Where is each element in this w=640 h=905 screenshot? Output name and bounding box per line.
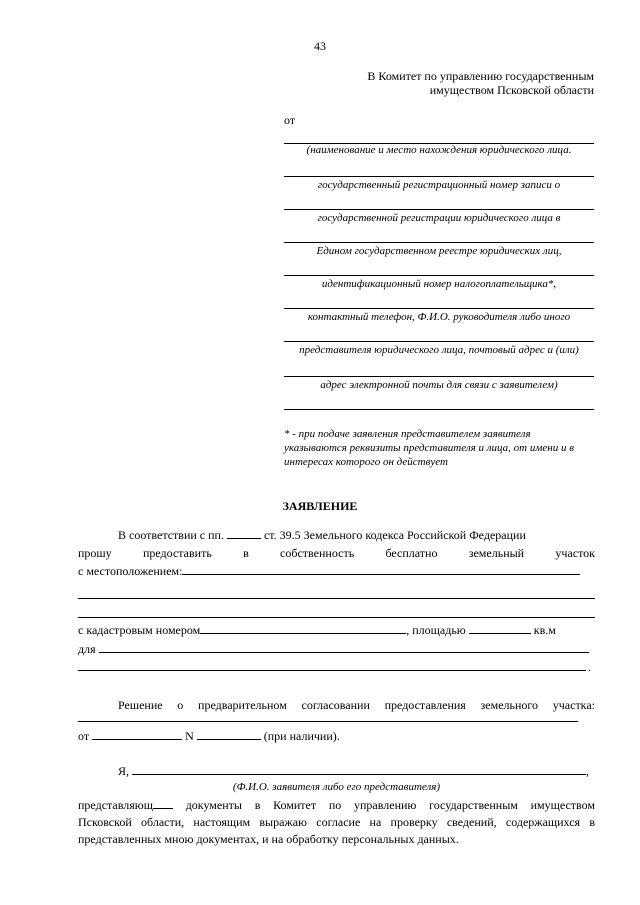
addressee-block (367, 69, 594, 97)
declarant-text-line3: представленных мною документах, и на обработку персональных данных. (78, 832, 459, 846)
page-number: 43 (314, 39, 326, 53)
applicant-fields (284, 128, 594, 410)
from-label: от (284, 113, 296, 127)
application-body: В соответствии с пп. ст. 39.5 Земельного кодекса Российской Федерации прошу предоставить в собственность бесплатно земельный участок с местоположением: с кадастровым номером , площадью кв.м для . Решение о предварительном согласовании предоставления земельного участка: от N (при наличии). Я, , (Ф.И.О. заявителя либо его представителя) представляющ документы в Комитет по управлению государственным имуществом Псковской области, настоящим выражаю согласие на проверку сведений, содержащихся в представленных мною документах, и на обработку персональных данных. (78, 528, 595, 846)
declarant-text-b: документы в Комитет по управлению государственным имуществом (185, 798, 595, 812)
decision-date-blank[interactable] (92, 728, 182, 740)
declarant-name-blank[interactable] (132, 763, 586, 775)
area-label: , площадью (406, 623, 466, 637)
declarant-text-a: представляющ (78, 798, 153, 812)
decision-text: Решение о предварительном согласовании предоставления земельного участка: (118, 698, 595, 712)
document-title: ЗАЯВЛЕНИЕ (282, 499, 358, 513)
para1-text-b: ст. 39.5 Земельного кодекса Российской Федерации (263, 528, 526, 542)
declarant-text-line2: Псковской области, настоящим выражаю согласие на проверку сведений, содержащихся в (78, 815, 595, 829)
decision-note: (при наличии). (263, 729, 340, 743)
para1-line1 (78, 527, 595, 543)
decision-from-label: от (78, 729, 90, 743)
decision-number-label: N (185, 729, 194, 743)
purpose-label: для (78, 642, 96, 656)
para1-text-a: В соответствии с пп. (118, 528, 224, 542)
cadastral-line (78, 622, 595, 638)
declarant-line: Я, , (118, 764, 590, 778)
cadastral-label: с кадастровым номером (78, 623, 201, 637)
ending-blank[interactable] (153, 797, 173, 809)
applicant-field-caption-4: Едином государственном реестре юридических лиц, (316, 245, 562, 257)
location-blank[interactable] (182, 563, 580, 575)
cadastral-number-blank[interactable] (200, 622, 406, 634)
addressee-line-2: имуществом Псковской области (429, 83, 594, 97)
applicant-field-caption-1: (наименование и место нахождения юридического лица. (306, 144, 572, 156)
applicant-field-caption-3: государственной регистрации юридического лица в (317, 212, 561, 224)
declarant-text-line1 (78, 797, 595, 813)
applicant-field-caption-7: представителя юридического лица, почтовый адрес и (или) (299, 344, 579, 356)
declarant-caption: (Ф.И.О. заявителя либо его представителя) (232, 781, 441, 793)
decision-number-blank[interactable] (197, 728, 261, 740)
applicant-field-caption-8: адрес электронной почты для связи с заявителем) (320, 379, 558, 391)
footnote: * - при подаче заявления представителем заявителя указываются реквизиты представителя и лица, от имени и в интересах которого он действует (284, 428, 575, 468)
location-label: с местоположением: (78, 564, 183, 578)
applicant-field-caption-2: государственный регистрационный номер записи о (317, 179, 561, 191)
addressee-line-1: В Комитет по управлению государственным (367, 69, 594, 83)
area-unit: кв.м (533, 623, 556, 637)
decision-date-line (78, 728, 595, 744)
applicant-field-caption-5: идентификационный номер налогоплательщика*, (321, 278, 557, 290)
decision-fill-line[interactable] (78, 721, 578, 722)
applicant-fill-line[interactable] (284, 409, 594, 410)
location-fill-line[interactable] (78, 617, 595, 618)
applicant-field-caption-6: контактный телефон, Ф.И.О. руководителя либо иного (307, 311, 571, 323)
para1-line3 (78, 563, 595, 579)
location-fill-line[interactable] (78, 598, 595, 599)
para1-line2: прошу предоставить в собственность бесплатно земельный участок (78, 546, 595, 560)
declarant-i: Я, (118, 764, 130, 778)
purpose-fill-line[interactable] (78, 670, 586, 671)
purpose-blank[interactable] (99, 641, 589, 653)
purpose-line (78, 641, 595, 657)
subparagraph-blank[interactable] (227, 527, 261, 539)
area-blank[interactable] (469, 622, 531, 634)
